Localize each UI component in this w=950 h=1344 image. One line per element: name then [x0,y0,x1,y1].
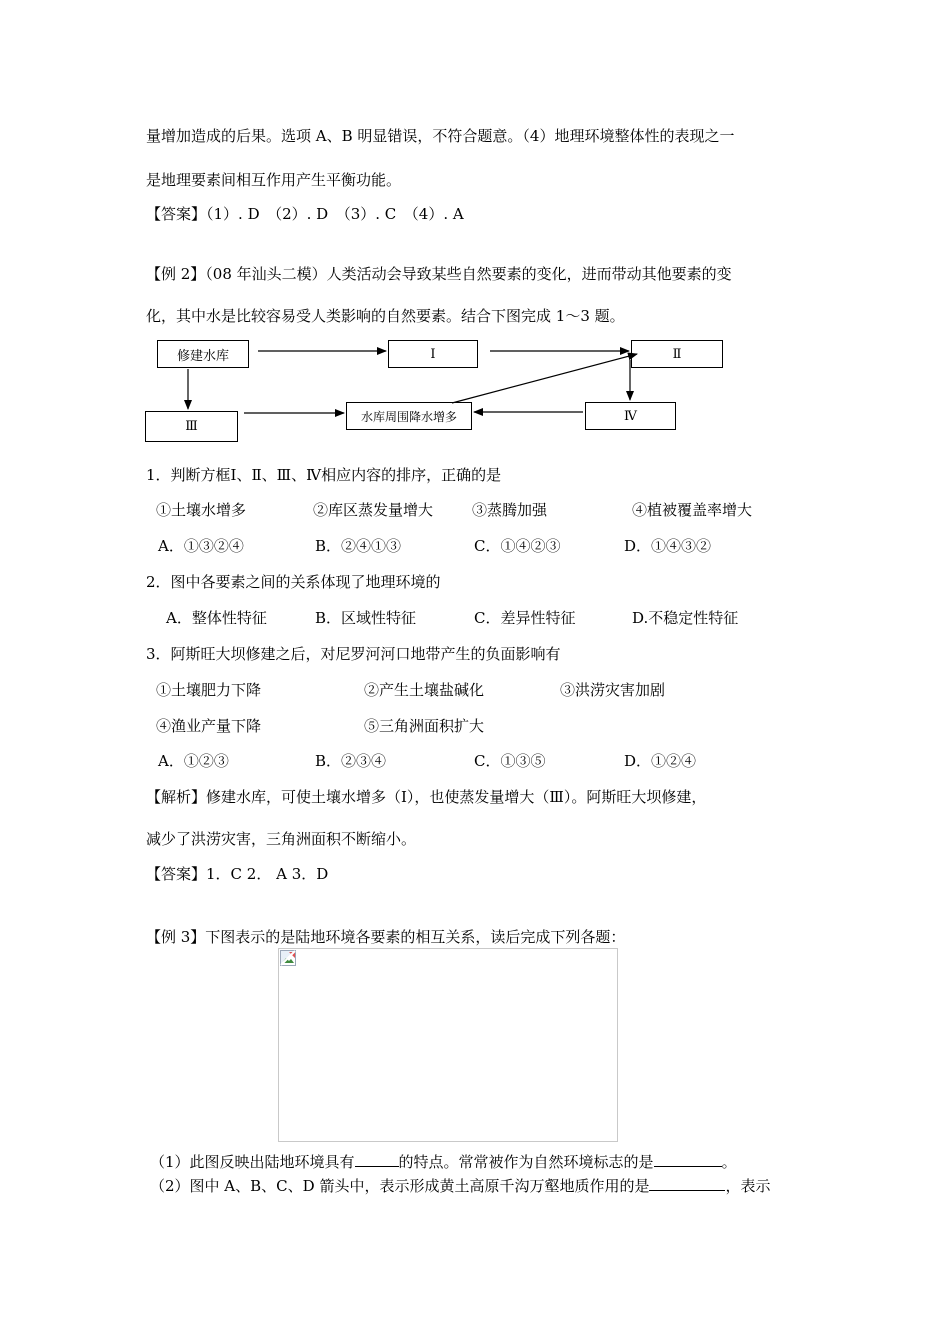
q1-option-c: C．①④②③ [474,537,561,555]
broken-image-icon [280,950,296,966]
intro-line-2: 是地理要素间相互作用产生平衡功能。 [146,171,402,189]
q3-item-4: ④渔业产量下降 [156,717,262,735]
example3-q1 [150,1152,737,1172]
example3-q1-text-c: 。 [721,1153,737,1171]
flow-arrows [0,0,950,460]
q3-option-c: C．①③⑤ [474,752,546,770]
example3-q1-text-a: （1）此图反映出陆地环境具有 [150,1153,355,1171]
box-1-label: Ⅰ [430,346,436,362]
analysis-line-1: 【解析】修建水库，可使土壤水增多（Ⅰ），也使蒸发量增大（Ⅲ）。阿斯旺大坝修建， [146,788,707,806]
q2-option-b: B．区域性特征 [315,609,417,627]
q2-option-d: D.不稳定性特征 [632,609,739,627]
answer-blank-1[interactable] [355,1152,399,1167]
q3-option-d: D．①②④ [624,752,697,770]
q1-option-a: A．①③②④ [158,537,244,555]
q1-option-d: D．①④③② [624,537,712,555]
example3-q2 [150,1176,770,1196]
q3-option-b: B．②③④ [315,752,387,770]
example3-intro: 【例 3】下图表示的是陆地环境各要素的相互关系，读后完成下列各题： [146,928,626,946]
example3-q1-text-b: 的特点。常常被作为自然环境标志的是 [398,1153,654,1171]
box-2-label: Ⅱ [672,346,682,362]
intro-line-1: 量增加造成的后果。选项 A、B 明显错误，不符合题意。（4）地理环境整体性的表现之一 [146,127,735,145]
q2-stem: 2．图中各要素之间的关系体现了地理环境的 [146,573,441,591]
box-4-label: Ⅳ [624,408,637,424]
q1-item-3: ③蒸腾加强 [472,501,548,519]
q3-item-2: ②产生土壤盐碱化 [364,681,485,699]
q1-item-4: ④植被覆盖率增大 [632,501,753,519]
q1-option-b: B．②④①③ [315,537,402,555]
example3-q2-text-b: ，表示 [725,1177,771,1195]
intro-answer: 【答案】（1）. D （2）. D （3）. C （4）. A [146,205,464,223]
box-reservoir-label: 修建水库 [176,348,229,364]
q3-option-a: A．①②③ [158,752,229,770]
q1-stem: 1．判断方框Ⅰ、Ⅱ、Ⅲ、Ⅳ相应内容的排序，正确的是 [146,466,502,484]
example2-answer: 【答案】1．C 2． A 3．D [146,865,329,883]
answer-blank-3[interactable] [649,1176,725,1191]
q3-item-1: ①土壤肥力下降 [156,681,262,699]
q2-option-a: A．整体性特征 [166,609,267,627]
q3-item-3: ③洪涝灾害加剧 [560,681,666,699]
box-rain-label: 水库周围降水增多 [360,409,457,424]
box-3-label: Ⅲ [185,419,198,434]
q3-item-5: ⑤三角洲面积扩大 [364,717,485,735]
example3-q2-text-a: （2）图中 A、B、C、D 箭头中，表示形成黄土高原千沟万壑地质作用的是 [150,1177,650,1195]
q2-option-c: C．差异性特征 [474,609,576,627]
example2-line-2: 化，其中水是比较容易受人类影响的自然要素。结合下图完成 1～3 题。 [146,307,625,325]
example2-line-1: 【例 2】（08 年汕头二模）人类活动会导致某些自然要素的变化，进而带动其他要素的变 [146,265,732,283]
q1-item-2: ②库区蒸发量增大 [313,501,434,519]
arrow-rain-to-2 [452,354,637,403]
q3-stem: 3．阿斯旺大坝修建之后，对尼罗河河口地带产生的负面影响有 [146,645,561,663]
image-placeholder [278,948,618,1142]
analysis-line-2: 减少了洪涝灾害，三角洲面积不断缩小。 [146,830,417,848]
answer-blank-2[interactable] [654,1152,722,1167]
q1-item-1: ①土壤水增多 [156,501,247,519]
